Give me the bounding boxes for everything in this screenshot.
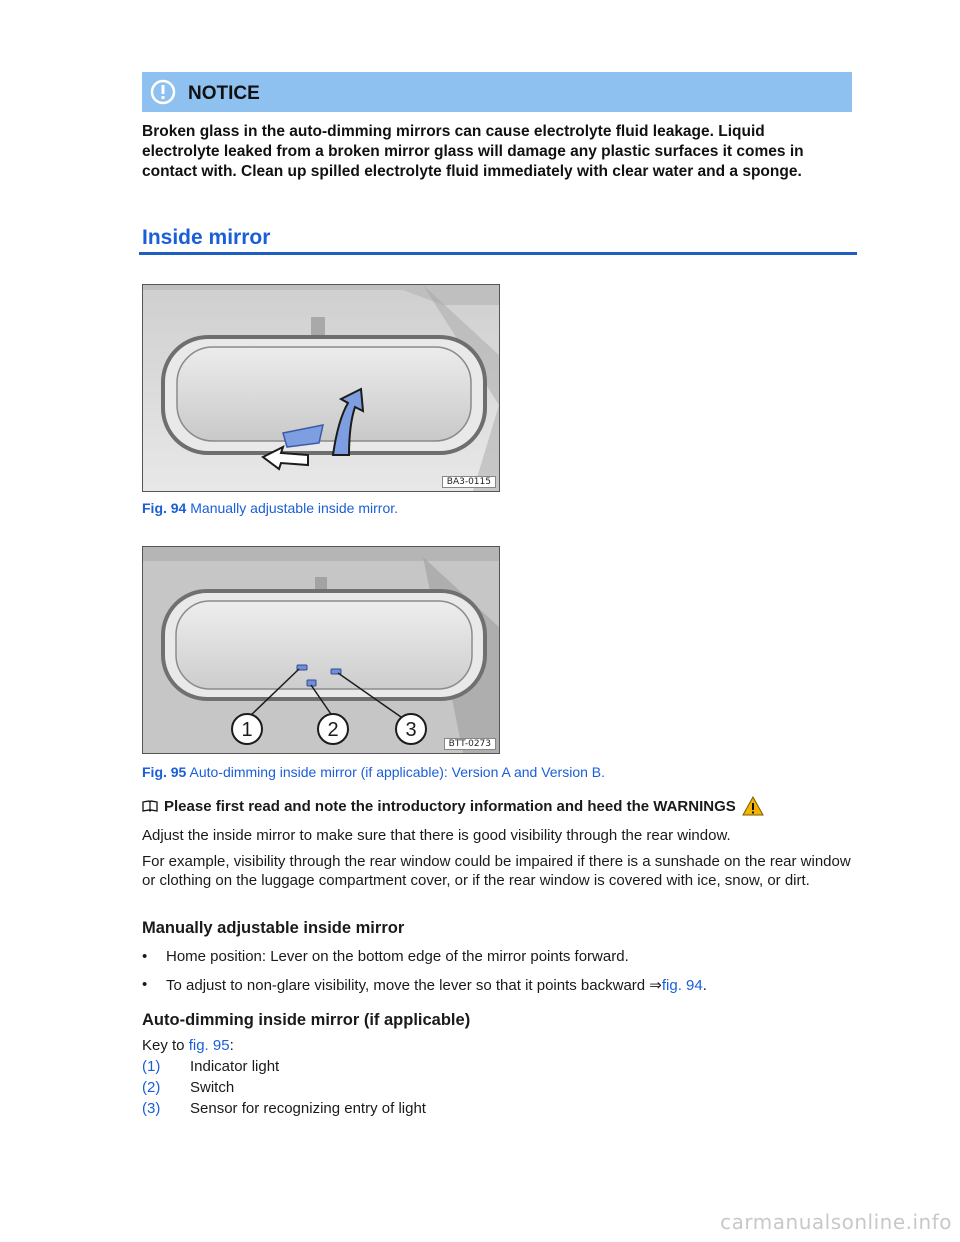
warning-triangle-icon[interactable] [742,796,764,816]
section-title: Inside mirror [142,226,271,249]
callout-1 [232,714,262,744]
figure-94-manual-mirror [142,284,500,492]
key-label: Sensor for recognizing entry of light [190,1100,426,1117]
key-intro: Key to fig. 95: [142,1037,234,1054]
auto-dimming-heading: Auto-dimming inside mirror (if applicable) [142,1011,471,1029]
reference-arrow-icon: ⇒ [649,977,662,994]
figure-caption-text: Auto-dimming inside mirror (if applicable): Version A and Version B. [189,764,606,780]
key-number: (2) [142,1079,161,1096]
fig-94-link[interactable]: fig. 94 [661,977,703,994]
figure-95-caption [142,764,605,780]
figure-94-caption [142,500,398,516]
exclamation-circle-icon [150,79,176,105]
bullet-text: To adjust to non-glare visibility, move the lever so that it points backward [166,977,646,994]
figure-caption-text: Manually adjustable inside mirror. [190,500,399,516]
notice-title: NOTICE [188,83,260,104]
key-number: (3) [142,1100,161,1117]
key-item [142,1058,279,1075]
callout-2 [318,714,348,744]
svg-text:3: 3 [405,719,417,741]
key-label: Switch [190,1079,235,1096]
key-item [142,1079,234,1096]
read-first-text: Please first read and note the introductory information and heed the WARNINGS [164,797,736,815]
key-number: (1) [142,1058,161,1075]
manual-mirror-illustration [143,285,499,491]
section-divider [139,252,857,255]
bullet-text: Home position: Lever on the bottom edge of the mirror points forward. [166,948,629,965]
open-book-icon [142,800,158,812]
list-item [142,948,629,965]
watermark: carmanualsonline.info [720,1210,952,1234]
svg-text:2: 2 [327,719,339,741]
auto-dimming-mirror-illustration [143,547,499,753]
bullet-dot: • [142,948,148,965]
fig-95-link[interactable]: fig. 95 [188,1037,230,1054]
bullet-dot: • [142,976,148,993]
figure-95-auto-dimming-mirror [142,546,500,754]
figure-label: Fig. 94 [142,500,187,516]
figure-code: BA3-0115 [442,476,496,488]
figure-code: BTT-0273 [444,738,496,750]
svg-text:1: 1 [241,719,253,741]
manual-mirror-heading: Manually adjustable inside mirror [142,919,405,937]
notice-body: Broken glass in the auto-dimming mirrors can cause electrolyte fluid leakage. Liquid electrolyte leaked from a broken mirror glass will damage any plastic surfaces it comes in contact with. Clean up spilled electrolyte fluid immediately with clear water and a sponge. [142,123,804,180]
read-first-notice [142,796,764,816]
paragraph: Adjust the inside mirror to make sure that there is good visibility through the rear window. [142,827,731,844]
list-item: • To adjust to non-glare visibility, move the lever so that it points backward ⇒fig. 94. [142,976,707,994]
key-item [142,1100,426,1117]
paragraph: For example, visibility through the rear window could be impaired if there is a sunshade on the rear window or clothing on the luggage compartment cover, or if the rear window is covered with ice, snow, or dirt. [142,853,851,889]
callout-3 [396,714,426,744]
key-label: Indicator light [190,1058,280,1075]
figure-label: Fig. 95 [142,764,187,780]
notice-bar [142,72,852,112]
